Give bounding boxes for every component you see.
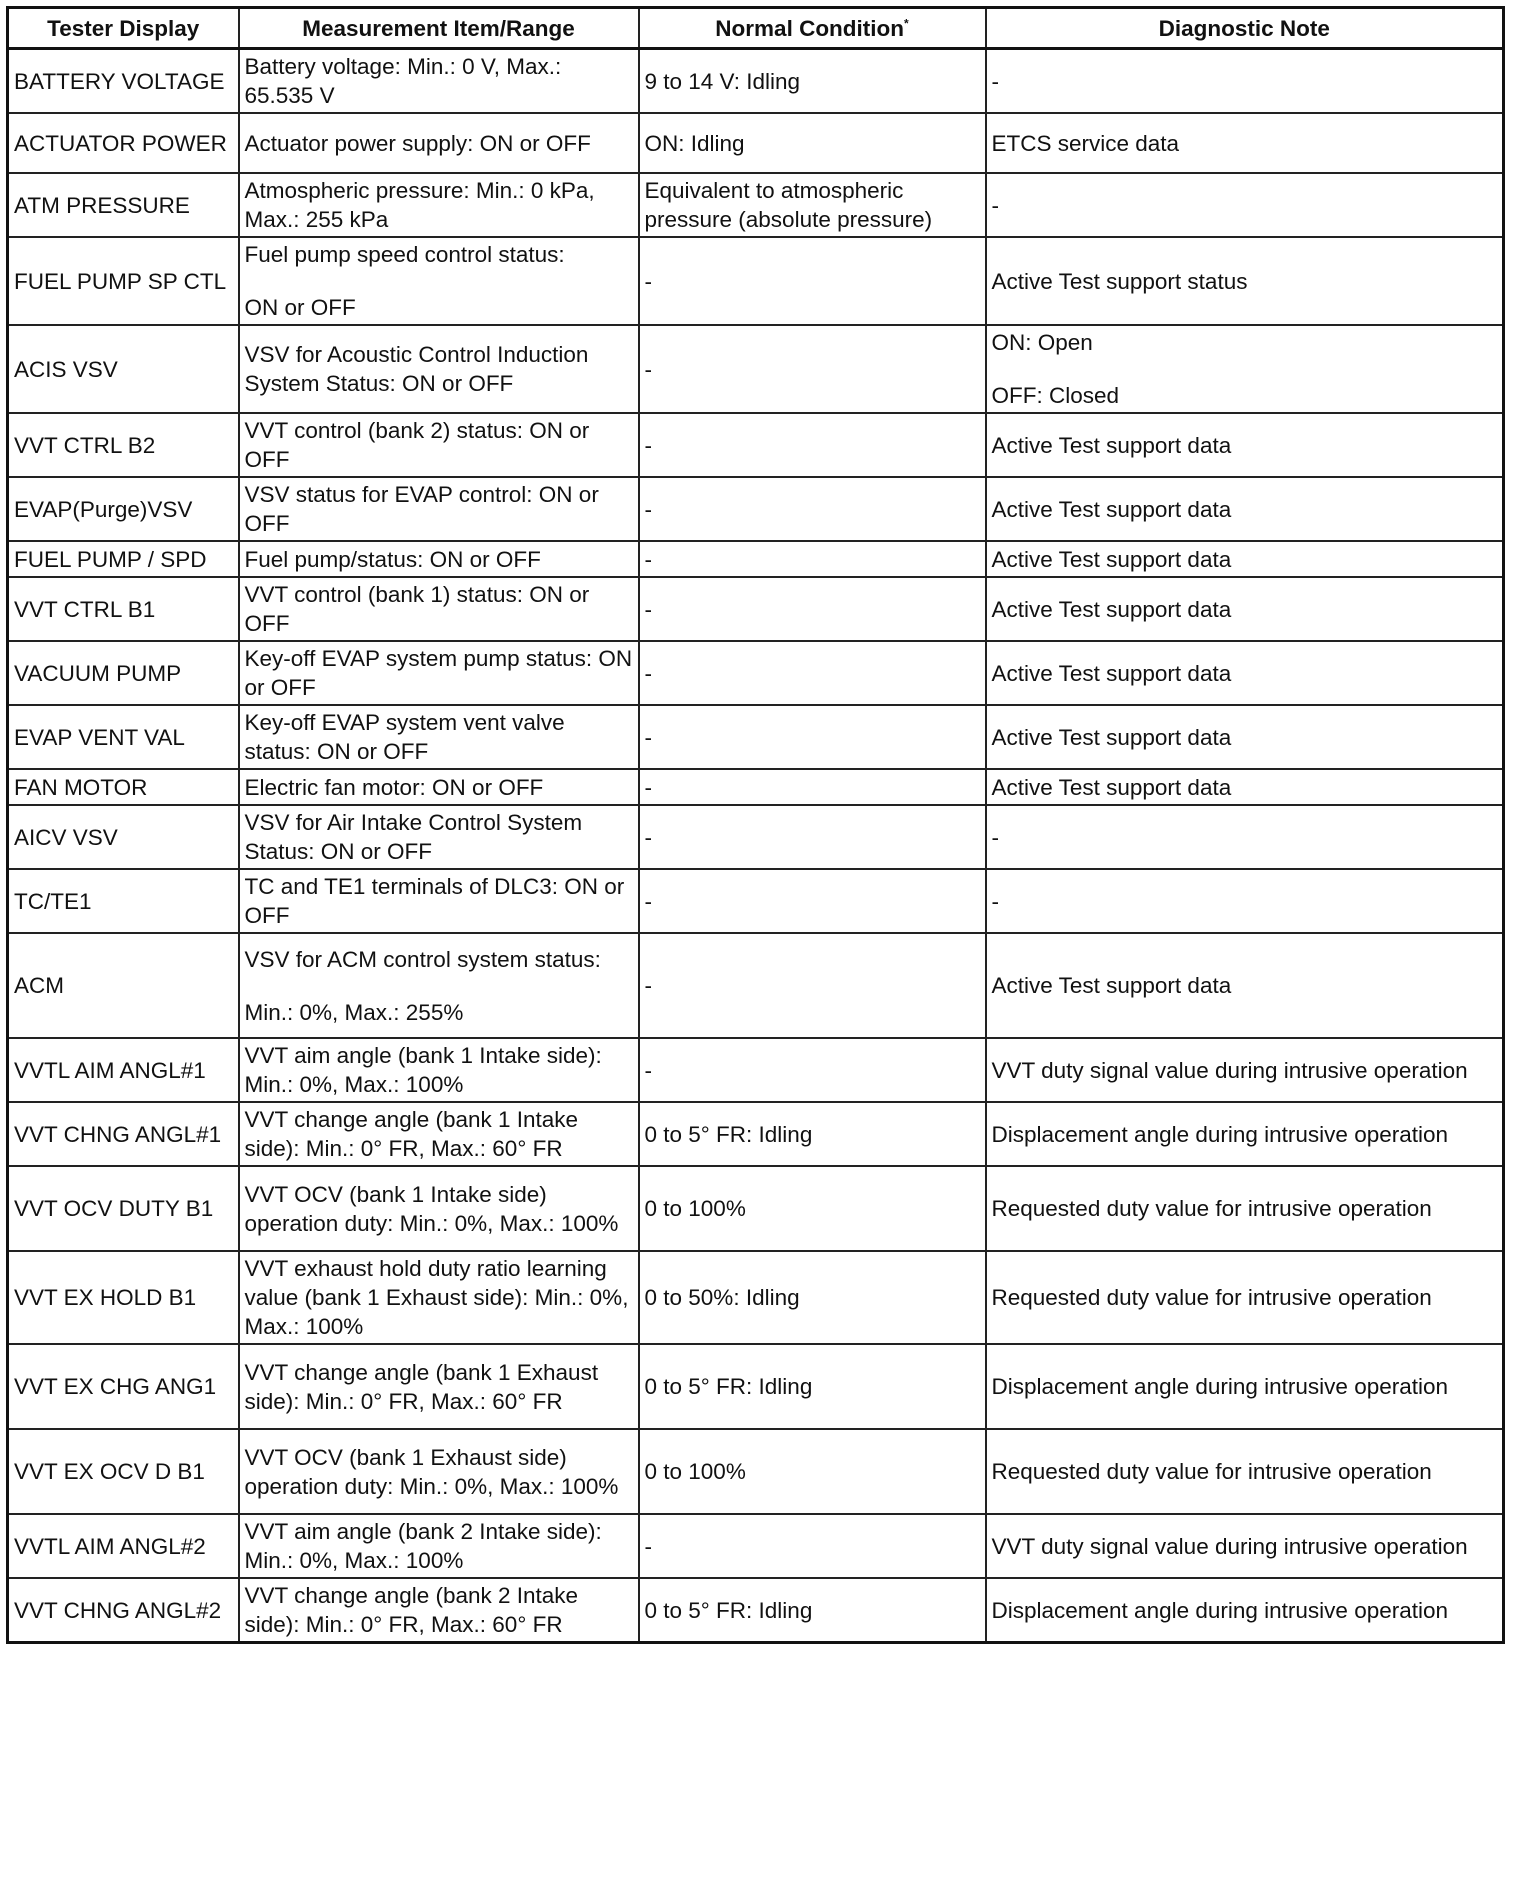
cell-measurement: VVT control (bank 1) status: ON or OFF <box>239 577 639 641</box>
cell-tester: VVT EX HOLD B1 <box>8 1251 239 1344</box>
table-row <box>8 1102 1504 1166</box>
spacer <box>992 357 1498 381</box>
cell-measurement: VVT aim angle (bank 2 Intake side): Min.: 0%, Max.: 100% <box>239 1514 639 1578</box>
cell-normal: - <box>639 577 986 641</box>
table-row <box>8 413 1504 477</box>
table-row <box>8 113 1504 173</box>
note-line: ON: Open <box>991 330 1093 355</box>
cell-note: Active Test support data <box>986 577 1504 641</box>
cell-tester: VVT EX CHG ANG1 <box>8 1344 239 1429</box>
cell-note: - <box>986 805 1504 869</box>
cell-note: VVT duty signal value during intrusive operation <box>986 1514 1504 1578</box>
cell-note: Active Test support data <box>986 705 1504 769</box>
note-line: OFF: Closed <box>991 383 1120 408</box>
cell-tester: VVT CTRL B2 <box>8 413 239 477</box>
cell-measurement: VVT OCV (bank 1 Intake side) operation duty: Min.: 0%, Max.: 100% <box>239 1166 639 1251</box>
cell-note: - <box>986 49 1504 114</box>
header-normal-label: Normal Condition <box>715 15 905 41</box>
header-tester-display-label: Tester Display <box>47 15 200 41</box>
measurement-line: ON or OFF <box>244 295 356 320</box>
measurement-line: Fuel pump speed control status: <box>244 242 565 267</box>
cell-note: Active Test support data <box>986 477 1504 541</box>
cell-measurement: Key-off EVAP system pump status: ON or OFF <box>239 641 639 705</box>
cell-normal: - <box>639 541 986 577</box>
table-row <box>8 933 1504 1038</box>
cell-tester: VVT CHNG ANGL#1 <box>8 1102 239 1166</box>
cell-tester: TC/TE1 <box>8 869 239 933</box>
data-list-sheet <box>6 6 1505 1644</box>
table-row <box>8 769 1504 805</box>
cell-tester: VVTL AIM ANGL#1 <box>8 1038 239 1102</box>
header-row <box>8 8 1504 49</box>
cell-measurement: VVT change angle (bank 2 Intake side): Min.: 0° FR, Max.: 60° FR <box>239 1578 639 1643</box>
cell-note: Active Test support status <box>986 237 1504 325</box>
cell-tester: FUEL PUMP SP CTL <box>8 237 239 325</box>
table-row <box>8 805 1504 869</box>
cell-normal: - <box>639 769 986 805</box>
cell-normal: 0 to 5° FR: Idling <box>639 1578 986 1643</box>
table-row <box>8 1514 1504 1578</box>
cell-note: Active Test support data <box>986 933 1504 1038</box>
cell-measurement: Electric fan motor: ON or OFF <box>239 769 639 805</box>
cell-tester: VVT EX OCV D B1 <box>8 1429 239 1514</box>
table-row <box>8 237 1504 325</box>
cell-tester: FAN MOTOR <box>8 769 239 805</box>
cell-tester: ACM <box>8 933 239 1038</box>
header-note-label: Diagnostic Note <box>1158 15 1330 41</box>
footnote-mark: * <box>904 16 909 30</box>
cell-note: Requested duty value for intrusive operation <box>986 1429 1504 1514</box>
table-row <box>8 477 1504 541</box>
spacer <box>245 269 633 293</box>
cell-note: Requested duty value for intrusive operation <box>986 1251 1504 1344</box>
cell-tester: VVT CTRL B1 <box>8 577 239 641</box>
header-measurement <box>239 8 639 49</box>
cell-tester: BATTERY VOLTAGE <box>8 49 239 114</box>
cell-note: Active Test support data <box>986 541 1504 577</box>
cell-normal: 0 to 5° FR: Idling <box>639 1344 986 1429</box>
cell-note: Active Test support data <box>986 413 1504 477</box>
table-row <box>8 325 1504 413</box>
table-row <box>8 49 1504 114</box>
cell-normal: - <box>639 1514 986 1578</box>
cell-tester: ACTUATOR POWER <box>8 113 239 173</box>
cell-normal: - <box>639 869 986 933</box>
cell-measurement: Battery voltage: Min.: 0 V, Max.: 65.535 V <box>239 49 639 114</box>
cell-tester: VVT OCV DUTY B1 <box>8 1166 239 1251</box>
table-row <box>8 173 1504 237</box>
cell-measurement: Fuel pump/status: ON or OFF <box>239 541 639 577</box>
cell-measurement: VVT change angle (bank 1 Intake side): Min.: 0° FR, Max.: 60° FR <box>239 1102 639 1166</box>
cell-measurement: VSV for Acoustic Control Induction System Status: ON or OFF <box>239 325 639 413</box>
cell-note: - <box>986 173 1504 237</box>
cell-note: Displacement angle during intrusive operation <box>986 1344 1504 1429</box>
cell-tester: EVAP VENT VAL <box>8 705 239 769</box>
cell-normal: - <box>639 1038 986 1102</box>
table-row <box>8 1429 1504 1514</box>
measurement-line: VSV for ACM control system status: <box>244 946 601 972</box>
cell-note: Active Test support data <box>986 641 1504 705</box>
cell-normal: Equivalent to atmospheric pressure (absolute pressure) <box>639 173 986 237</box>
table-row <box>8 1038 1504 1102</box>
cell-measurement: Atmospheric pressure: Min.: 0 kPa, Max.: 255 kPa <box>239 173 639 237</box>
cell-normal: - <box>639 705 986 769</box>
cell-tester: VVTL AIM ANGL#2 <box>8 1514 239 1578</box>
cell-tester: VVT CHNG ANGL#2 <box>8 1578 239 1643</box>
cell-measurement: VSV status for EVAP control: ON or OFF <box>239 477 639 541</box>
table-row <box>8 1344 1504 1429</box>
cell-note: Requested duty value for intrusive operation <box>986 1166 1504 1251</box>
cell-normal: 9 to 14 V: Idling <box>639 49 986 114</box>
table-row <box>8 577 1504 641</box>
cell-normal: - <box>639 933 986 1038</box>
cell-normal: 0 to 5° FR: Idling <box>639 1102 986 1166</box>
cell-measurement: Key-off EVAP system vent valve status: ON or OFF <box>239 705 639 769</box>
table-row <box>8 541 1504 577</box>
cell-measurement: VVT change angle (bank 1 Exhaust side): Min.: 0° FR, Max.: 60° FR <box>239 1344 639 1429</box>
cell-normal: - <box>639 641 986 705</box>
table-row <box>8 1251 1504 1344</box>
cell-normal: 0 to 100% <box>639 1429 986 1514</box>
cell-tester: VACUUM PUMP <box>8 641 239 705</box>
spacer <box>245 974 633 998</box>
cell-note: ETCS service data <box>986 113 1504 173</box>
cell-tester: EVAP(Purge)VSV <box>8 477 239 541</box>
cell-measurement: VVT control (bank 2) status: ON or OFF <box>239 413 639 477</box>
measurement-line: Min.: 0%, Max.: 255% <box>244 999 464 1025</box>
cell-tester: AICV VSV <box>8 805 239 869</box>
data-list-table <box>6 6 1505 1644</box>
cell-measurement: VVT exhaust hold duty ratio learning value (bank 1 Exhaust side): Min.: 0%, Max.: 100% <box>239 1251 639 1344</box>
cell-normal: 0 to 50%: Idling <box>639 1251 986 1344</box>
table-row <box>8 641 1504 705</box>
cell-normal: - <box>639 477 986 541</box>
cell-measurement: VVT OCV (bank 1 Exhaust side) operation duty: Min.: 0%, Max.: 100% <box>239 1429 639 1514</box>
header-tester-display <box>8 8 239 49</box>
cell-normal: - <box>639 325 986 413</box>
cell-note: Displacement angle during intrusive operation <box>986 1578 1504 1643</box>
cell-note <box>986 325 1504 413</box>
cell-normal: - <box>639 413 986 477</box>
table-row <box>8 1578 1504 1643</box>
cell-note: Displacement angle during intrusive operation <box>986 1102 1504 1166</box>
header-diagnostic-note <box>986 8 1504 49</box>
cell-measurement: TC and TE1 terminals of DLC3: ON or OFF <box>239 869 639 933</box>
cell-normal: 0 to 100% <box>639 1166 986 1251</box>
cell-measurement <box>239 237 639 325</box>
header-measurement-label: Measurement Item/Range <box>302 15 575 41</box>
cell-normal: ON: Idling <box>639 113 986 173</box>
cell-measurement: VVT aim angle (bank 1 Intake side): Min.: 0%, Max.: 100% <box>239 1038 639 1102</box>
cell-normal: - <box>639 237 986 325</box>
cell-normal: - <box>639 805 986 869</box>
cell-measurement: VSV for Air Intake Control System Status: ON or OFF <box>239 805 639 869</box>
cell-tester: ATM PRESSURE <box>8 173 239 237</box>
table-row <box>8 1166 1504 1251</box>
cell-note: VVT duty signal value during intrusive operation <box>986 1038 1504 1102</box>
table-row <box>8 869 1504 933</box>
cell-measurement <box>239 933 639 1038</box>
header-normal-condition <box>639 8 986 49</box>
table-row <box>8 705 1504 769</box>
cell-note: - <box>986 869 1504 933</box>
cell-note: Active Test support data <box>986 769 1504 805</box>
cell-measurement: Actuator power supply: ON or OFF <box>239 113 639 173</box>
cell-tester: FUEL PUMP / SPD <box>8 541 239 577</box>
cell-tester: ACIS VSV <box>8 325 239 413</box>
